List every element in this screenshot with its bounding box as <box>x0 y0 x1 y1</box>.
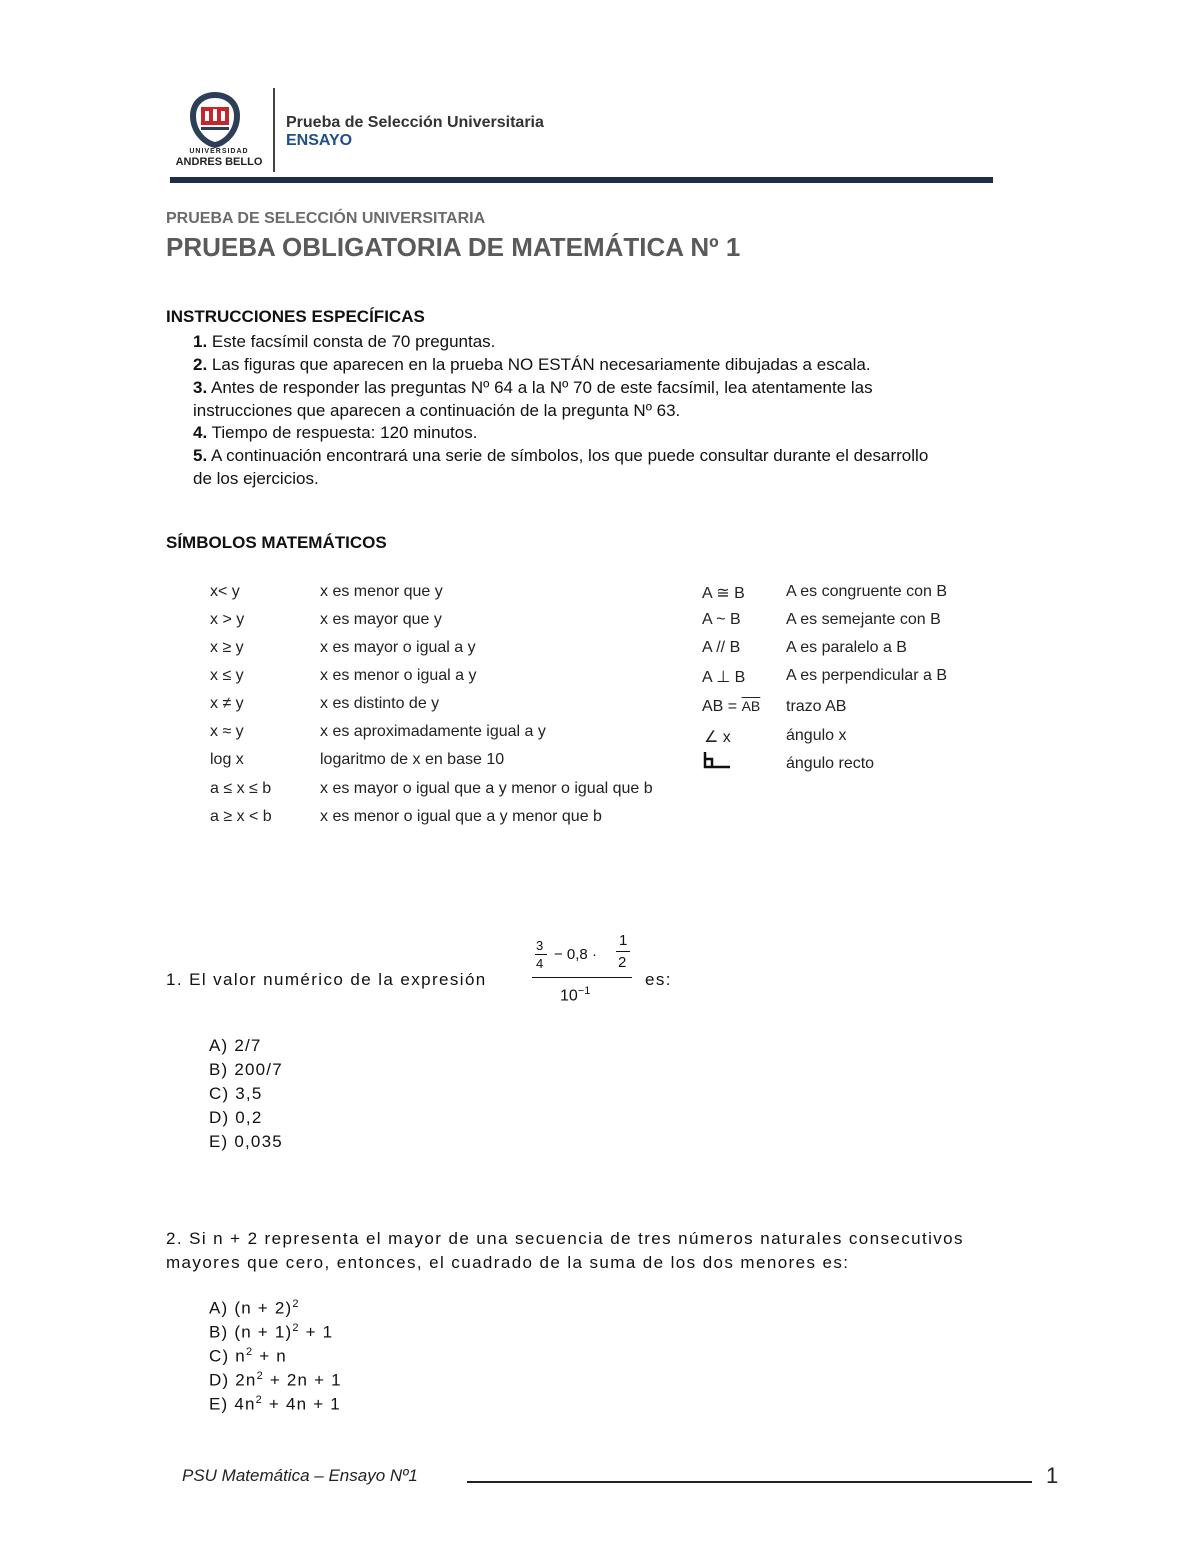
answer-option: C) 3,5 <box>209 1084 263 1103</box>
question-1-text: 1. El valor numérico de la expresión <box>166 970 487 989</box>
page-subtitle: PRUEBA DE SELECCIÓN UNIVERSITARIA <box>166 210 486 227</box>
instructions-heading: INSTRUCCIONES ESPECÍFICAS <box>166 307 425 326</box>
instruction-item: 4. Tiempo de respuesta: 120 minutos. <box>193 423 478 442</box>
symbol: x ≤ y <box>210 667 244 684</box>
header-divider <box>273 88 275 172</box>
symbol-description: A es paralelo a B <box>786 639 907 656</box>
symbol-description: ángulo recto <box>786 755 875 772</box>
answer-option: C) $n^2 + n$ <box>209 1346 287 1366</box>
fraction-numerator: 1 <box>619 932 628 949</box>
symbol: x ≠ y <box>210 695 244 712</box>
symbol-description: x es menor o igual que a y menor que b <box>320 808 602 825</box>
footer-rule <box>467 1481 1032 1483</box>
instruction-item: 3. Antes de responder las preguntas Nº 64 a la Nº 70 de este facsímil, lea atentamente las instrucciones que aparecen a continuación de la pregunta Nº 63. <box>193 378 873 420</box>
segment-overline: $\overline{AB}$ <box>741 698 761 714</box>
fraction-denominator: 4 <box>536 956 544 971</box>
page-number: 1 <box>1046 1463 1059 1488</box>
answer-option: E) 0,035 <box>209 1132 283 1151</box>
instruction-item: 1. Este facsímil consta de 70 preguntas. <box>193 332 496 351</box>
instruction-item: 2. Las figuras que aparecen en la prueba NO ESTÁN necesariamente dibujadas a escala. <box>193 355 871 374</box>
symbol: A // B <box>702 639 741 656</box>
main-fraction-bar <box>532 977 632 978</box>
symbol: log x <box>210 751 244 768</box>
symbol: A ≅ B <box>702 585 745 602</box>
symbol-description: x es mayor que y <box>320 611 442 628</box>
symbol-description: x es distinto de y <box>320 695 440 712</box>
answer-option: A) $(n + 2)^2$ <box>209 1298 300 1318</box>
symbol-description: trazo AB <box>786 698 847 715</box>
symbol: a ≤ x ≤ b <box>210 780 272 797</box>
symbol: x< y <box>210 583 240 600</box>
question-1-suffix: es: <box>645 970 672 989</box>
instruction-item: 5. A continuación encontrará una serie de símbolos, los que puede consultar durante el desarrollo de los ejercicios. <box>193 446 929 488</box>
answer-option: B) $(n + 1)^2 + 1$ <box>209 1322 334 1342</box>
symbol-description: x es menor o igual a y <box>320 667 477 684</box>
symbol-description: x es aproximadamente igual a y <box>320 723 546 740</box>
right-angle-icon <box>703 751 731 769</box>
question-2-text: 2. Si n + 2 representa el mayor de una secuencia de tres números naturales consecutivos mayores que cero, entonces, el cuadrado de la suma de los dos menores es: <box>166 1229 964 1272</box>
answer-option: E) $4n^2 + 4n + 1$ <box>209 1394 341 1414</box>
segment-symbol: AB = $\overline{AB}$ <box>702 698 761 715</box>
answer-option: D) $2n^2 + 2n + 1$ <box>209 1370 342 1390</box>
symbol-description: A es perpendicular a B <box>786 667 947 684</box>
expression-operator: − 0,8 · <box>554 946 597 963</box>
fraction-denominator: $10^{-1}$ <box>560 985 591 1005</box>
symbol: x > y <box>210 611 245 628</box>
symbol-description: ángulo x <box>786 727 847 744</box>
program-name: Prueba de Selección Universitaria <box>286 114 544 131</box>
symbol-description: A es semejante con B <box>786 611 941 628</box>
symbol: x ≥ y <box>210 639 244 656</box>
header-bar <box>170 177 993 183</box>
symbol-description: logaritmo de x en base 10 <box>320 751 505 768</box>
page-title: PRUEBA OBLIGATORIA DE MATEMÁTICA Nº 1 <box>166 232 741 262</box>
symbol-description: x es mayor o igual que a y menor o igual que b <box>320 780 653 797</box>
symbol-description: A es congruente con B <box>786 583 947 600</box>
symbol-description: x es menor que y <box>320 583 443 600</box>
footer-text: PSU Matemática – Ensayo Nº1 <box>182 1466 418 1485</box>
symbol: A ~ B <box>702 611 741 628</box>
symbol: ∠ x <box>704 729 731 746</box>
fraction-numerator: 3 <box>536 938 544 953</box>
symbol: a ≥ x < b <box>210 808 272 825</box>
university-name: ANDRES BELLO <box>175 156 263 168</box>
symbol: A ⊥ B <box>702 669 746 686</box>
symbols-heading: SÍMBOLOS MATEMÁTICOS <box>166 533 387 552</box>
symbol: x ≈ y <box>210 723 244 740</box>
edition-label: ENSAYO <box>286 132 353 149</box>
fraction-denominator: 2 <box>618 954 627 971</box>
question-1-expression <box>532 930 636 1012</box>
answer-option: D) 0,2 <box>209 1108 263 1127</box>
symbol-description: x es mayor o igual a y <box>320 639 476 656</box>
answer-option: A) 2/7 <box>209 1036 262 1055</box>
university-small-label: UNIVERSIDAD <box>189 148 249 155</box>
university-seal-icon <box>188 90 242 150</box>
answer-option: B) 200/7 <box>209 1060 283 1079</box>
